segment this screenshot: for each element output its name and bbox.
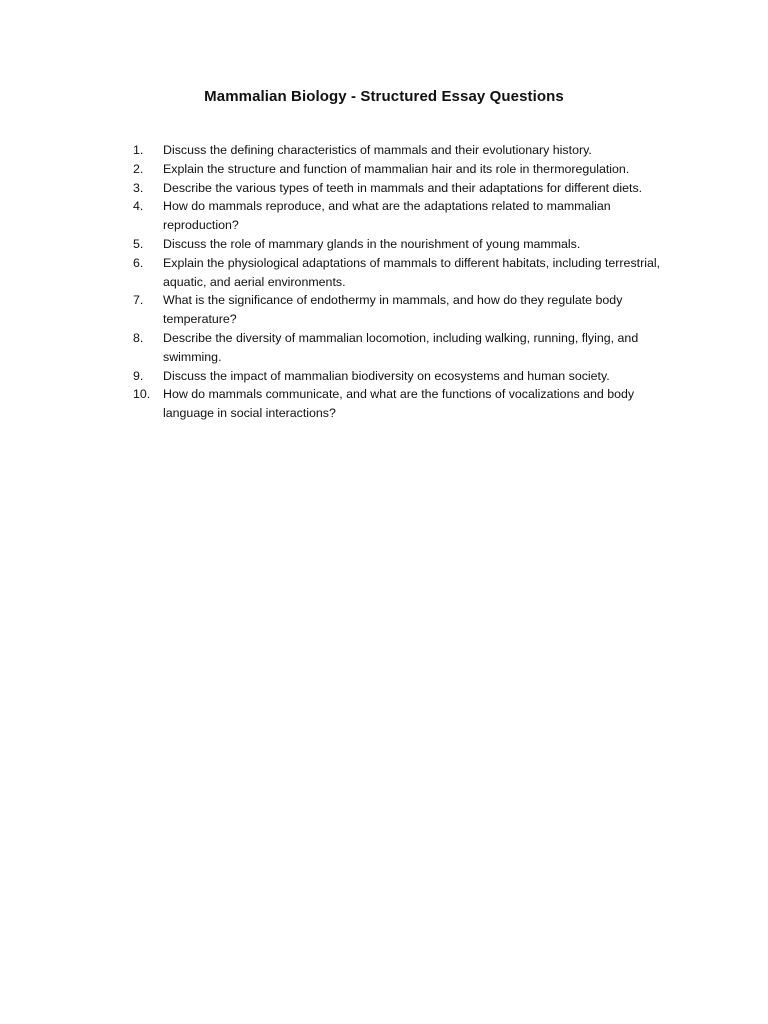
- question-item-4: [133, 197, 673, 235]
- question-item-10: [133, 385, 673, 423]
- question-text: How do mammals communicate, and what are the functions of vocalizations and body language in social interactions?: [163, 387, 635, 421]
- question-number: 4.: [133, 199, 144, 214]
- question-item-9: [133, 367, 673, 386]
- question-number: 10.: [133, 387, 151, 402]
- question-number: 2.: [133, 161, 144, 176]
- question-number: 3.: [133, 180, 144, 195]
- question-number: 7.: [133, 293, 144, 308]
- question-text: Describe the diversity of mammalian locomotion, including walking, running, flying, and swimming.: [163, 330, 639, 364]
- question-item-2: [133, 160, 673, 179]
- question-text: Discuss the defining characteristics of mammals and their evolutionary history.: [163, 143, 592, 157]
- question-number: 8.: [133, 330, 144, 345]
- question-item-3: [133, 179, 673, 198]
- question-number: 6.: [133, 255, 144, 270]
- question-text: What is the significance of endothermy in mammals, and how do they regulate body temperature?: [163, 293, 623, 327]
- question-number: 1.: [133, 143, 144, 157]
- question-number: 9.: [133, 368, 144, 383]
- question-text: Explain the structure and function of mammalian hair and its role in thermoregulation.: [163, 161, 630, 176]
- question-item-8: [133, 329, 673, 367]
- question-text: How do mammals reproduce, and what are the adaptations related to mammalian reproduction?: [163, 199, 611, 233]
- document-title: Mammalian Biology - Structured Essay Questions: [204, 88, 564, 105]
- question-text: Describe the various types of teeth in mammals and their adaptations for different diets.: [163, 180, 643, 195]
- question-item-1: [133, 141, 673, 160]
- question-item-5: [133, 235, 673, 254]
- question-item-6: [133, 254, 673, 292]
- question-text: Discuss the impact of mammalian biodiversity on ecosystems and human society.: [163, 368, 610, 383]
- question-list: [133, 141, 673, 423]
- question-item-7: [133, 291, 673, 329]
- question-text: Explain the physiological adaptations of mammals to different habitats, including terrestrial, aquatic, and aerial environments.: [163, 255, 661, 289]
- question-number: 5.: [133, 236, 144, 251]
- question-text: Discuss the role of mammary glands in the nourishment of young mammals.: [163, 236, 581, 251]
